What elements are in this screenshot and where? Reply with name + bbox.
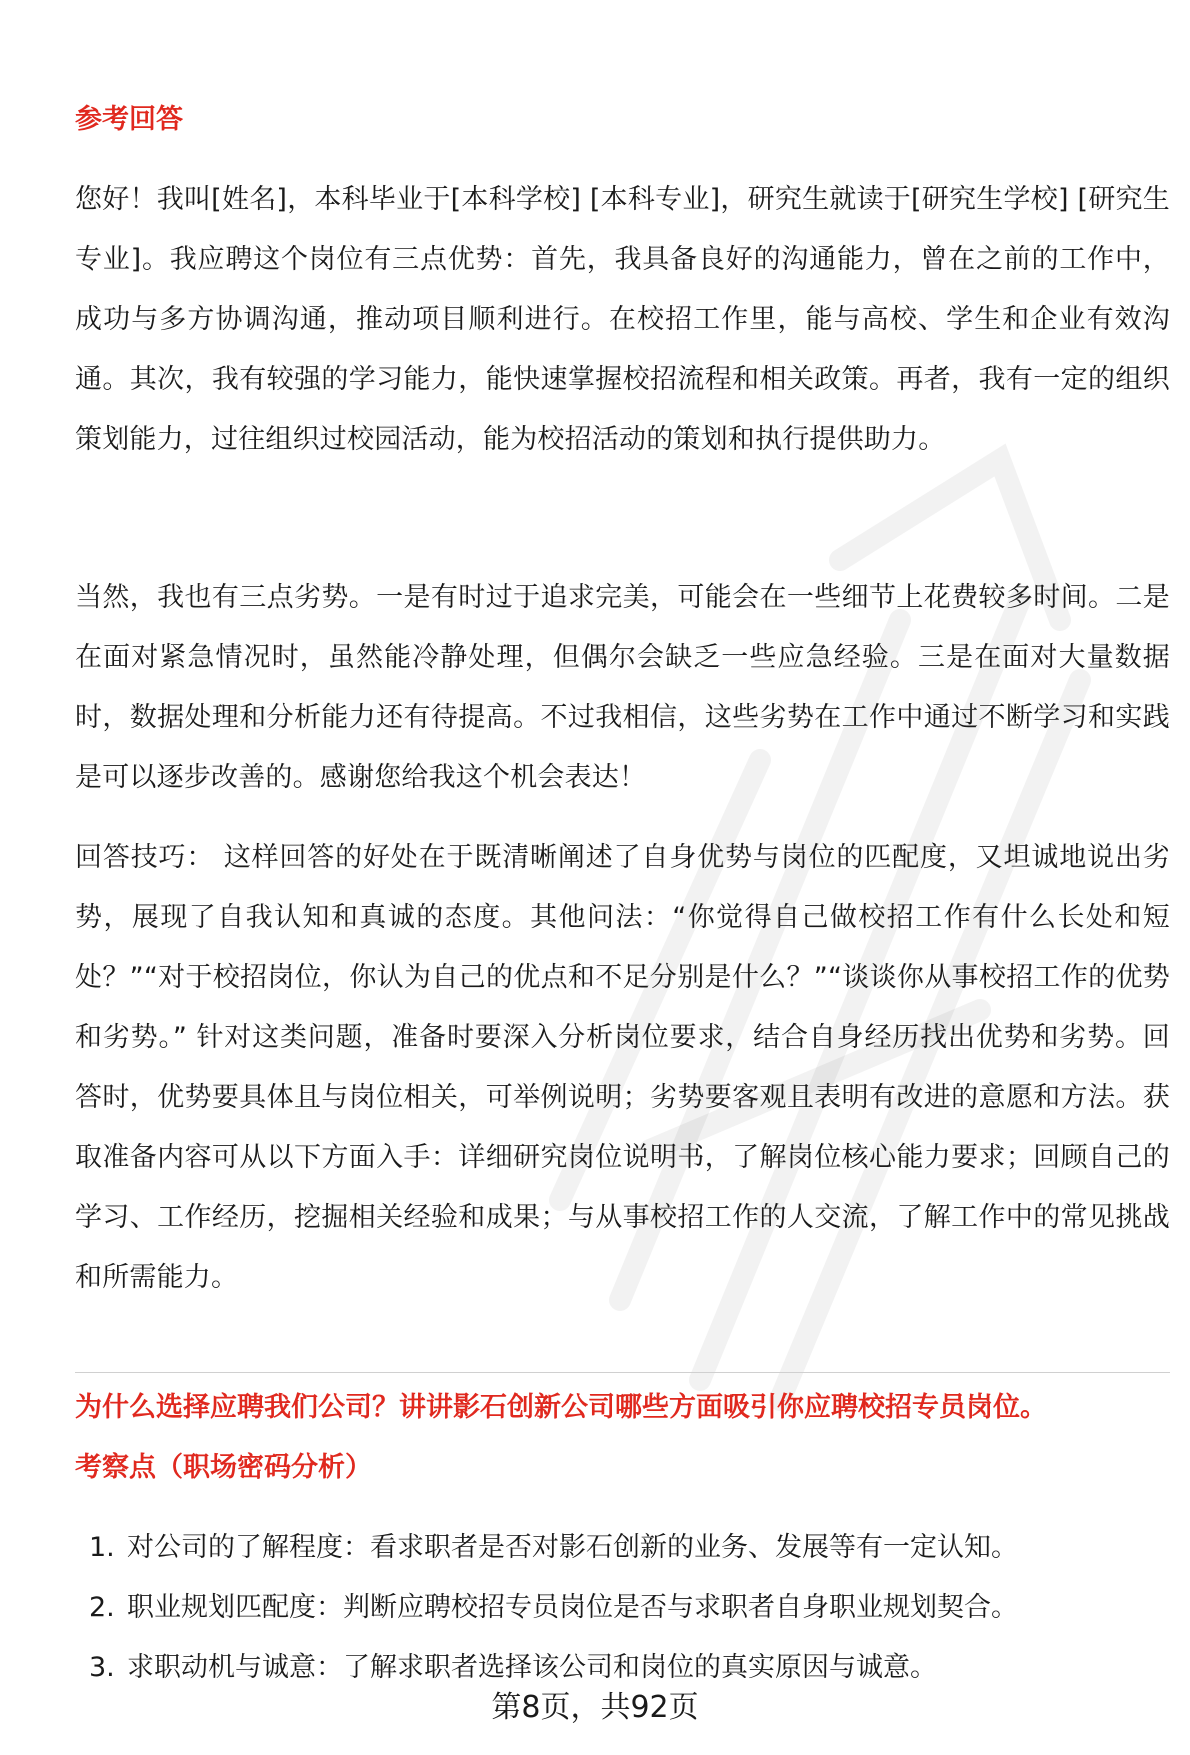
- answer-heading: 参考回答: [75, 104, 183, 135]
- list-item: 2. 职业规划匹配度：判断应聘校招专员岗位是否与求职者自身职业规划契合。: [89, 1592, 1018, 1623]
- list-item: 3. 求职动机与诚意：了解求职者选择该公司和岗位的真实原因与诚意。: [89, 1652, 937, 1683]
- section-divider: [75, 1372, 1170, 1373]
- page-number-footer: 第8页，共92页: [491, 1690, 699, 1725]
- assessment-points-list: [75, 1518, 1018, 1698]
- assessment-points-heading: 考察点（职场密码分析）: [75, 1452, 372, 1483]
- answer-tips-paragraph: 回答技巧： 这样回答的好处在于既清晰阐述了自身优势与岗位的匹配度，又坦诚地说出劣势，展现了自我认知和真诚的态度。其他问法：“你觉得自己做校招工作有什么长处和短处？”“对于校招岗位，你认为自己的优点和不足分别是什么？”“谈谈你从事校招工作的优势和劣势。” 针对这类问题，准备时要深入分析岗位要求，结合自身经历找出优势和劣势。回答时，优势要具体且与岗位相关，可举例说明；劣势要客观且表明有改进的意愿和方法。获取准备内容可从以下方面入手：详细研究岗位说明书，了解岗位核心能力要求；回顾自己的学习、工作经历，挖掘相关经验和成果；与从事校招工作的人交流，了解工作中的常见挑战和所需能力。: [75, 842, 1170, 1293]
- answer-paragraph-2: 当然，我也有三点劣势。一是有时过于追求完美，可能会在一些细节上花费较多时间。二是在面对紧急情况时，虽然能冷静处理，但偶尔会缺乏一些应急经验。三是在面对大量数据时，数据处理和分析能力还有待提高。不过我相信，这些劣势在工作中通过不断学习和实践是可以逐步改善的。感谢您给我这个机会表达！: [75, 582, 1170, 793]
- question-heading: 为什么选择应聘我们公司？讲讲影石创新公司哪些方面吸引你应聘校招专员岗位。: [75, 1392, 1047, 1423]
- list-item: 1. 对公司的了解程度：看求职者是否对影石创新的业务、发展等有一定认知。: [89, 1532, 1018, 1563]
- answer-paragraph-1: 您好！我叫[姓名]，本科毕业于[本科学校] [本科专业]，研究生就读于[研究生学校] [研究生专业]。我应聘这个岗位有三点优势：首先，我具备良好的沟通能力，曾在之前的工作中，成功与多方协调沟通，推动项目顺利进行。在校招工作里，能与高校、学生和企业有效沟通。其次，我有较强的学习能力，能快速掌握校招流程和相关政策。再者，我有一定的组织策划能力，过往组织过校园活动，能为校招活动的策划和执行提供助力。: [75, 184, 1170, 455]
